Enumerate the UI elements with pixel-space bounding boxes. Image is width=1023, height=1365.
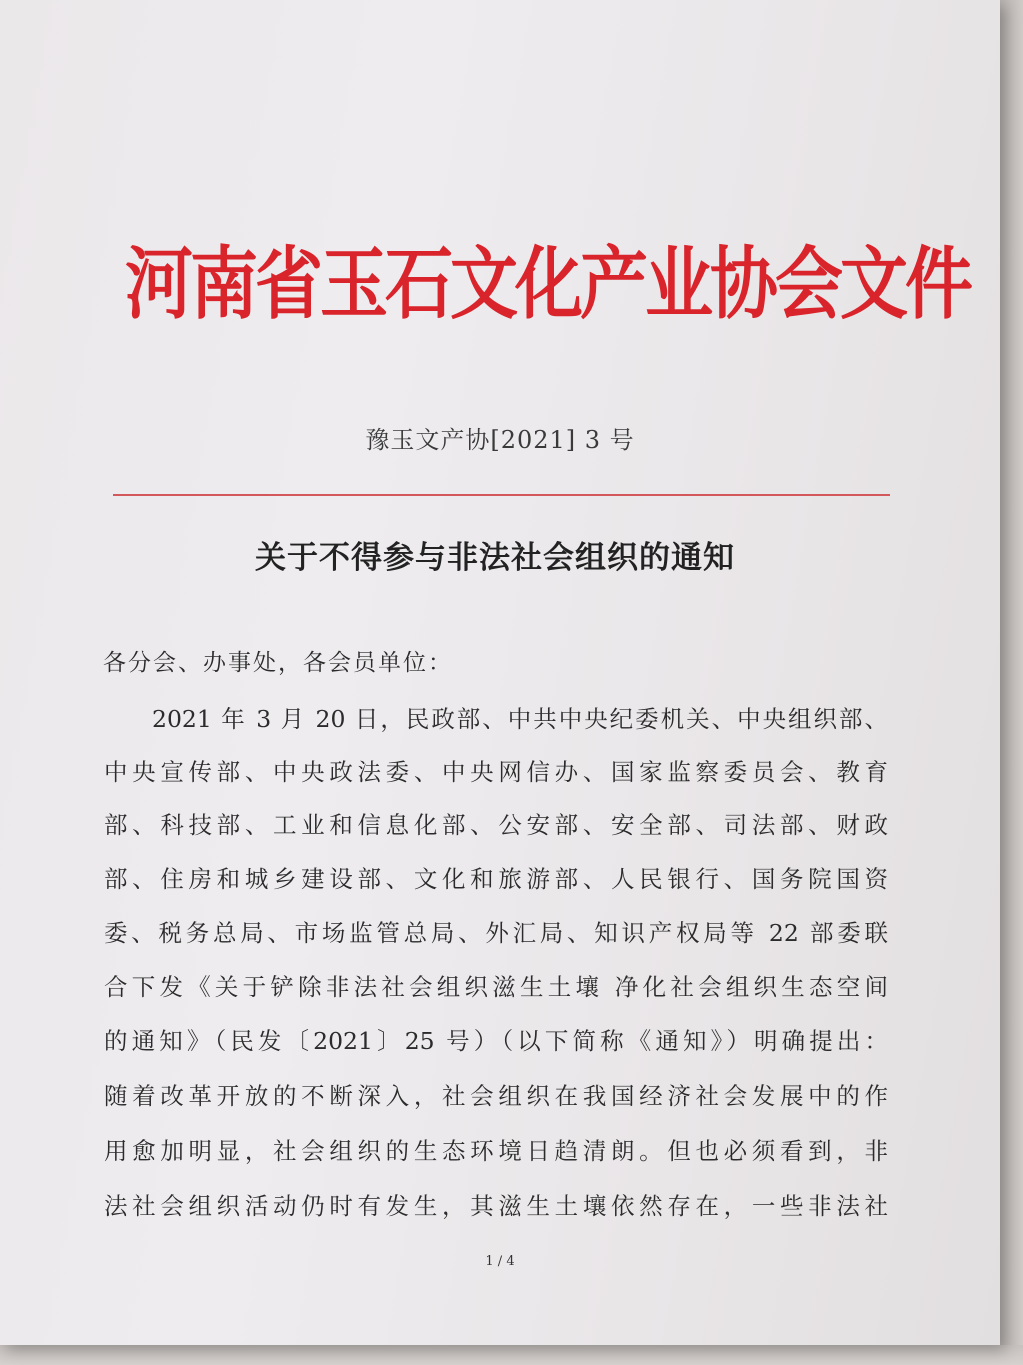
- red-divider-line: [113, 494, 890, 496]
- document-number: 豫玉文产协[2021] 3 号: [365, 426, 635, 454]
- body-line-1: 2021 年 3 月 20 日，民政部、中共中央纪委机关、中央组织部、: [152, 705, 888, 733]
- page-number: 1 / 4: [485, 1254, 515, 1269]
- table-surface-bottom: [0, 1345, 1023, 1365]
- masthead-title: 河南省玉石文化产业协会文件: [125, 239, 971, 331]
- body-line-5: 委、税务总局、市场监管总局、外汇局、知识产权局等 22 部委联: [104, 919, 888, 947]
- body-line-7: 的通知》（民发〔2021〕25 号）（以下简称《通知》）明确提出：: [104, 1027, 888, 1055]
- body-line-8: 随着改革开放的不断深入，社会组织在我国经济社会发展中的作: [104, 1082, 888, 1110]
- body-line-6: 合下发《关于铲除非法社会组织滋生土壤 净化社会组织生态空间: [104, 973, 888, 1001]
- salutation: 各分会、办事处，各会员单位：: [103, 650, 453, 676]
- body-line-10: 法社会组织活动仍时有发生，其滋生土壤依然存在，一些非法社: [104, 1192, 888, 1220]
- body-line-4: 部、住房和城乡建设部、文化和旅游部、人民银行、国务院国资: [104, 865, 888, 893]
- notice-title: 关于不得参与非法社会组织的通知: [255, 540, 735, 576]
- table-surface-right: [1000, 0, 1023, 1365]
- body-line-9: 用愈加明显，社会组织的生态环境日趋清朗。但也必须看到，非: [104, 1137, 888, 1165]
- body-line-2: 中央宣传部、中央政法委、中央网信办、国家监察委员会、教育: [104, 758, 888, 786]
- body-line-3: 部、科技部、工业和信息化部、公安部、安全部、司法部、财政: [104, 811, 888, 839]
